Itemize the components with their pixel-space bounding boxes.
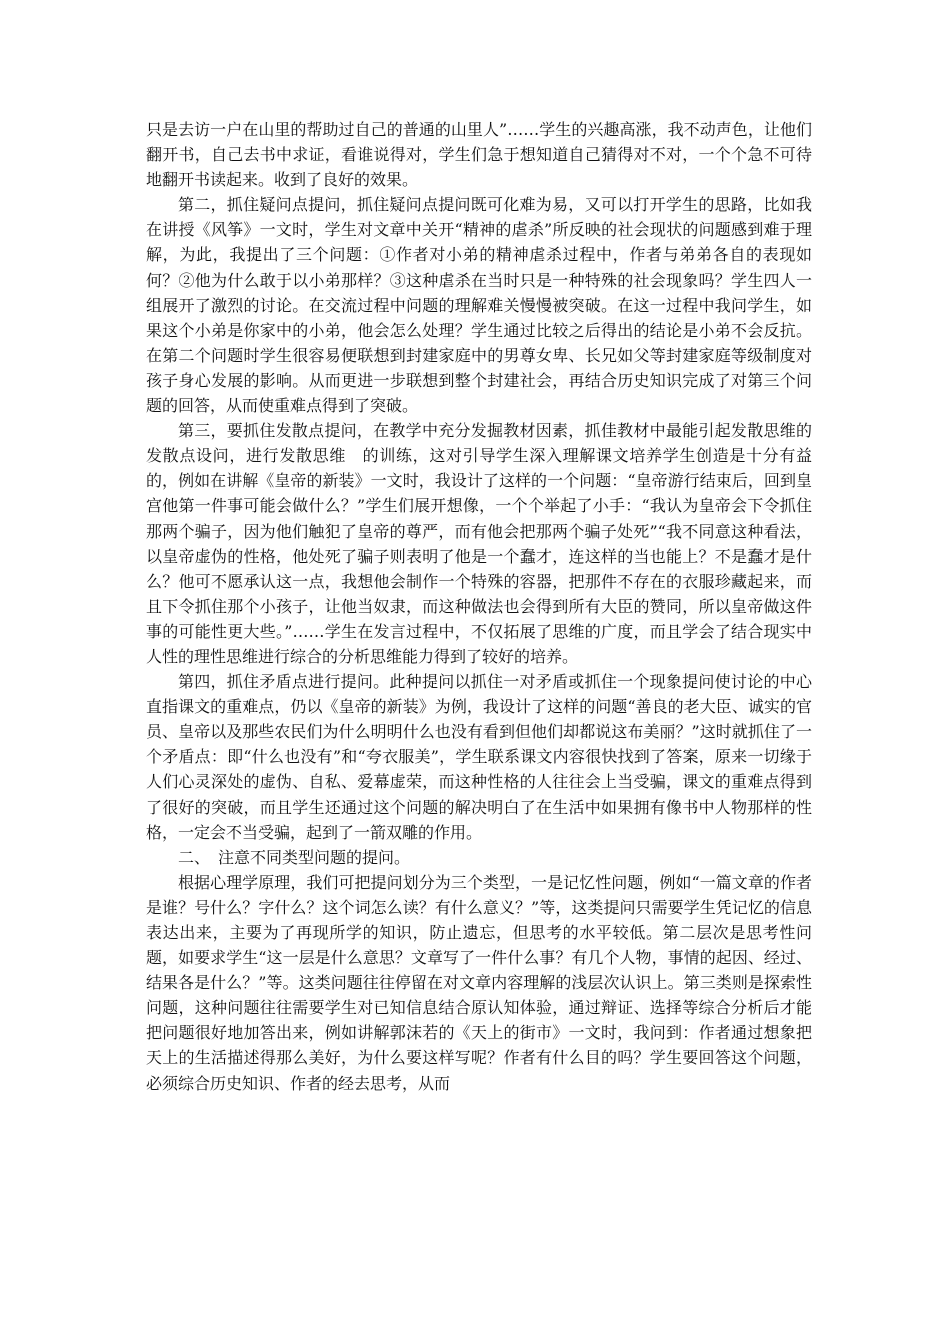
paragraph-third-point: 第三，要抓住发散点提问，在教学中充分发掘教材因素，抓佳教材中最能引起发散思维的发散点设问，进行发散思维 的训练，这对引导学生深入理解课文培养学生创造是十分有益的，例如在讲解《皇帝的新装》一文时，我设计了这样的一个问题：“皇帝游行结束后，回到皇宫他第一件事可能会做什么？”学生们展开想像，一个个举起了小手：“我认为皇帝会下令抓住那两个骗子，因为他们触犯了皇帝的尊严，而有他会把那两个骗子处死”“我不同意这种看法，以皇帝虚伪的性格，他处死了骗子则表明了他是一个蠢才，连这样的当也能上？不是蠢才是什么？他可不愿承认这一点，我想他会制作一个特殊的容器，把那件不存在的衣服珍藏起来，而且下令抓住那个小孩子，让他当奴隶，而这种做法也会得到所有大臣的赞同，所以皇帝做这件事的可能性更大些。”……学生在发言过程中，不仅拓展了思维的广度，而且学会了结合现实中人性的理性思维进行综合的分析思维能力得到了较好的培养。 (146, 421, 812, 666)
body-text (146, 117, 812, 1096)
paragraph-question-types: 根据心理学原理，我们可把提问划分为三个类型，一是记忆性问题，例如“一篇文章的作者是谁？号什么？字什么？这个词怎么读？有什么意义？”等，这类提问只需要学生凭记忆的信息表达出来，主要为了再现所学的知识，防止遗忘，但思考的水平较低。第二层次是思考性问题，如要求学生“这一层是什么意思？文章写了一件什么事？有几个人物，事情的起因、经过、结果各是什么？”等。这类问题往往停留在对文章内容理解的浅层次认识上。第三类则是探索性问题，这种问题往往需要学生对已知信息结合原认知体验，通过辩证、选择等综合分析后才能把问题很好地加答出来，例如讲解郭沫若的《天上的街市》一文时，我问到：作者通过想象把天上的生活描述得那么美好，为什么要这样写呢？作者有什么目的吗？学生要回答这个问题，必须综合历史知识、作者的经去思考，从而 (146, 872, 812, 1093)
section-heading: 二、 注意不同类型问题的提问。 (178, 847, 411, 867)
paragraph-continuation: 只是去访一户在山里的帮助过自己的普通的山里人”……学生的兴趣高涨，我不动声色，让他们翻开书，自己去书中求证，看谁说得对，学生们急于想知道自己猜得对不对，一个个急不可待地翻开书读起来。收到了良好的效果。 (146, 120, 812, 190)
paragraph-fourth-point: 第四，抓住矛盾点进行提问。此种提问以抓住一对矛盾或抓住一个现象提问使讨论的中心直指课文的重难点，仍以《皇帝的新装》为例，我设计了这样的问题“善良的老大臣、诚实的官员、皇帝以及那些农民们为什么明明什么也没有看到但他们却都说这布美丽？”这时就抓住了一个矛盾点：即“什么也没有”和“夸衣服美”，学生联系课文内容很快找到了答案，原来一切缘于人们心灵深处的虚伪、自私、爱幕虚荣，而这种性格的人往往会上当受骗，课文的重难点得到了很好的突破，而且学生还通过这个问题的解决明白了在生活中如果拥有像书中人物那样的性格，一定会不当受骗，起到了一箭双雕的作用。 (146, 672, 812, 842)
paragraph-second-point: 第二，抓住疑问点提问，抓住疑问点提问既可化难为易，又可以打开学生的思路，比如我在讲授《风筝》一文时，学生对文章中关开“精神的虐杀”所反映的社会现状的问题感到难于理解，为此，我提出了三个问题：①作者对小弟的精神虐杀过程中，作者与弟弟各自的表现如何？②他为什么敢于以小弟那样？③这种虐杀在当时只是一种特殊的社会现象吗？学生四人一组展开了激烈的讨论。在交流过程中问题的理解难关慢慢被突破。在这一过程中我问学生，如果这个小弟是你家中的小弟，他会怎么处理？学生通过比较之后得出的结论是小弟不会反抗。在第二个问题时学生很容易便联想到封建家庭中的男尊女卑、长兄如父等封建家庭等级制度对孩子身心发展的影响。从而更进一步联想到整个封建社会，再结合历史知识完成了对第三个问题的回答，从而使重难点得到了突破。 (146, 195, 812, 416)
